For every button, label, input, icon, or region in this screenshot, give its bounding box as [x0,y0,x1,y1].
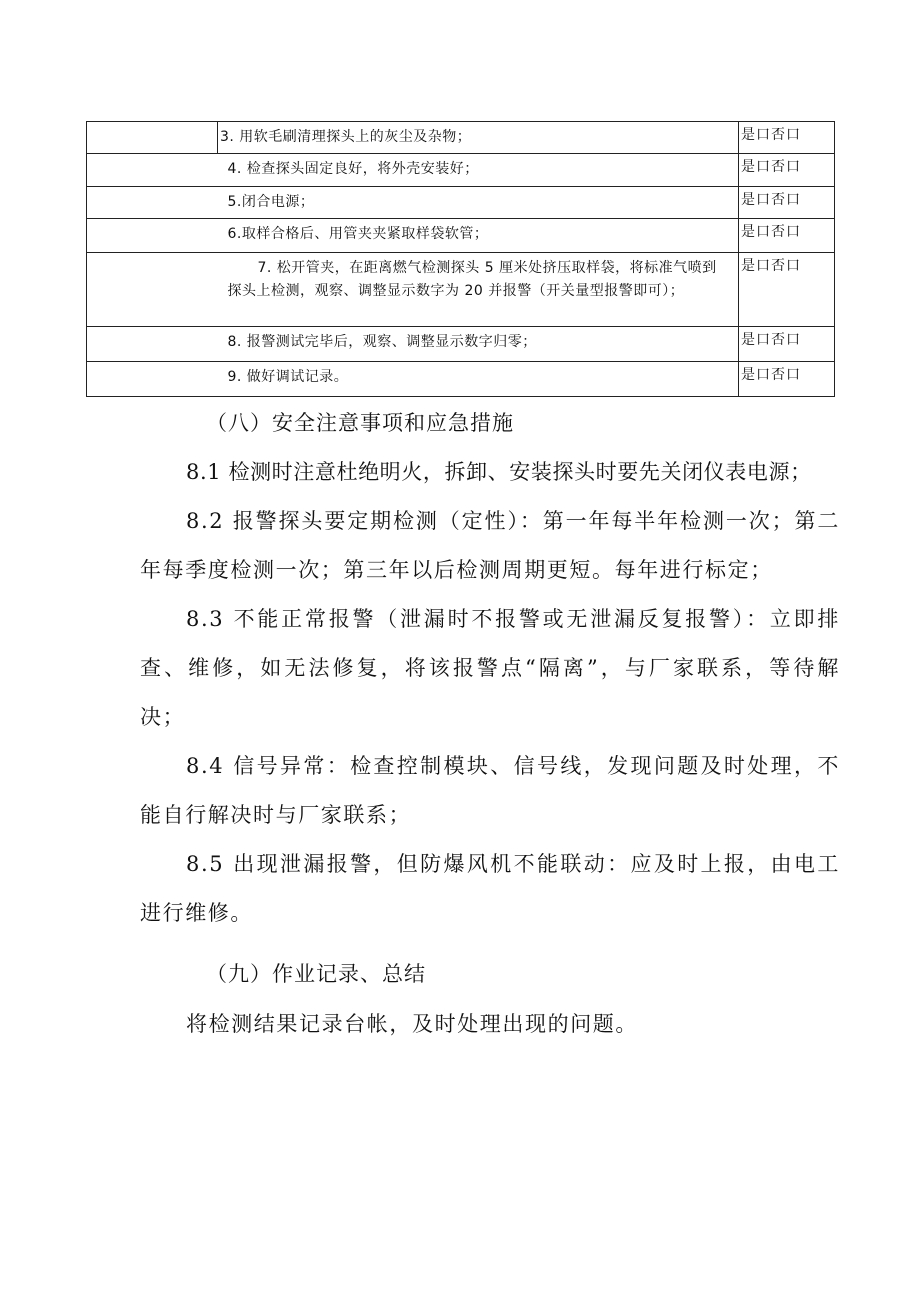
section-9-text: 将检测结果记录台帐，及时处理出现的问题。 [186,1012,638,1036]
checklist-step-cell [218,327,739,362]
checklist-step-cell [218,187,739,219]
checklist-step-text: 6.取样合格后、用管夹夹紧取样袋软管； [227,226,489,242]
checklist-blank-cell [87,219,218,253]
checklist-step-text: 4. 检查探头固定良好，将外壳安装好； [227,161,479,177]
section-8-item-5: 8.5 出现泄漏报警，但防爆风机不能联动：应及时上报，由电工进行维修。 [140,852,840,925]
checklist-check-cell [739,187,835,219]
checklist-step-cell [218,154,739,187]
checklist-row [87,122,835,154]
checklist-row [87,362,835,397]
checklist-check-options: 是口否口 [741,159,801,175]
section-8-item-2: 8.2 报警探头要定期检测（定性）：第一年每半年检测一次；第二年每季度检测一次；第三年以后检测周期更短。每年进行标定； [140,509,840,582]
checklist-step-text: 3. 用软毛刷清理探头上的灰尘及杂物； [220,129,472,145]
checklist-step-cell [218,253,739,327]
checklist-blank-cell [87,362,218,397]
checklist-blank-cell [87,187,218,219]
checklist-table [86,121,835,397]
checklist-check-cell [739,362,835,397]
checklist-check-cell [739,154,835,187]
checklist-row [87,154,835,187]
section-8-item-3: 8.3 不能正常报警（泄漏时不报警或无泄漏反复报警）：立即排查、维修，如无法修复，将该报警点“隔离”，与厂家联系，等待解决； [140,607,840,729]
checklist-step-cell [218,219,739,253]
checklist-step-text: 9. 做好调试记录。 [227,369,349,385]
checklist-step-cell [218,122,739,154]
checklist-check-options: 是口否口 [741,224,801,240]
checklist-check-cell [739,122,835,154]
checklist-row [87,219,835,253]
checklist-row [87,187,835,219]
checklist-step-cell [218,362,739,397]
checklist-blank-cell [87,253,218,327]
checklist-check-options: 是口否口 [741,367,801,383]
checklist-row [87,327,835,362]
checklist-check-cell [739,253,835,327]
checklist-step-text: 8. 报警测试完毕后，观察、调整显示数字归零； [227,334,537,350]
section-8-item-1: 8.1 检测时注意杜绝明火，拆卸、安装探头时要先关闭仪表电源； [186,460,812,484]
checklist-check-options: 是口否口 [741,258,801,274]
checklist-step-text: 7. 松开管夹，在距离燃气检测探头 5 厘米处挤压取样袋，将标准气喷到探头上检测，观察、调整显示数字为 20 并报警（开关量型报警即可）； [227,260,717,299]
section-8-item-4: 8.4 信号异常：检查控制模块、信号线，发现问题及时处理，不能自行解决时与厂家联系； [140,754,840,827]
checklist-check-options: 是口否口 [741,127,801,143]
checklist-check-cell [739,219,835,253]
checklist-blank-cell [87,154,218,187]
checklist-check-options: 是口否口 [741,192,801,208]
section-9-heading: （九）作业记录、总结 [206,962,426,986]
checklist-step-text: 5.闭合电源； [227,194,315,210]
checklist-row [87,253,835,327]
checklist-check-cell [739,327,835,362]
checklist-check-options: 是口否口 [741,332,801,348]
checklist-blank-cell [87,122,218,154]
checklist-blank-cell [87,327,218,362]
section-8-heading: （八）安全注意事项和应急措施 [206,411,514,435]
